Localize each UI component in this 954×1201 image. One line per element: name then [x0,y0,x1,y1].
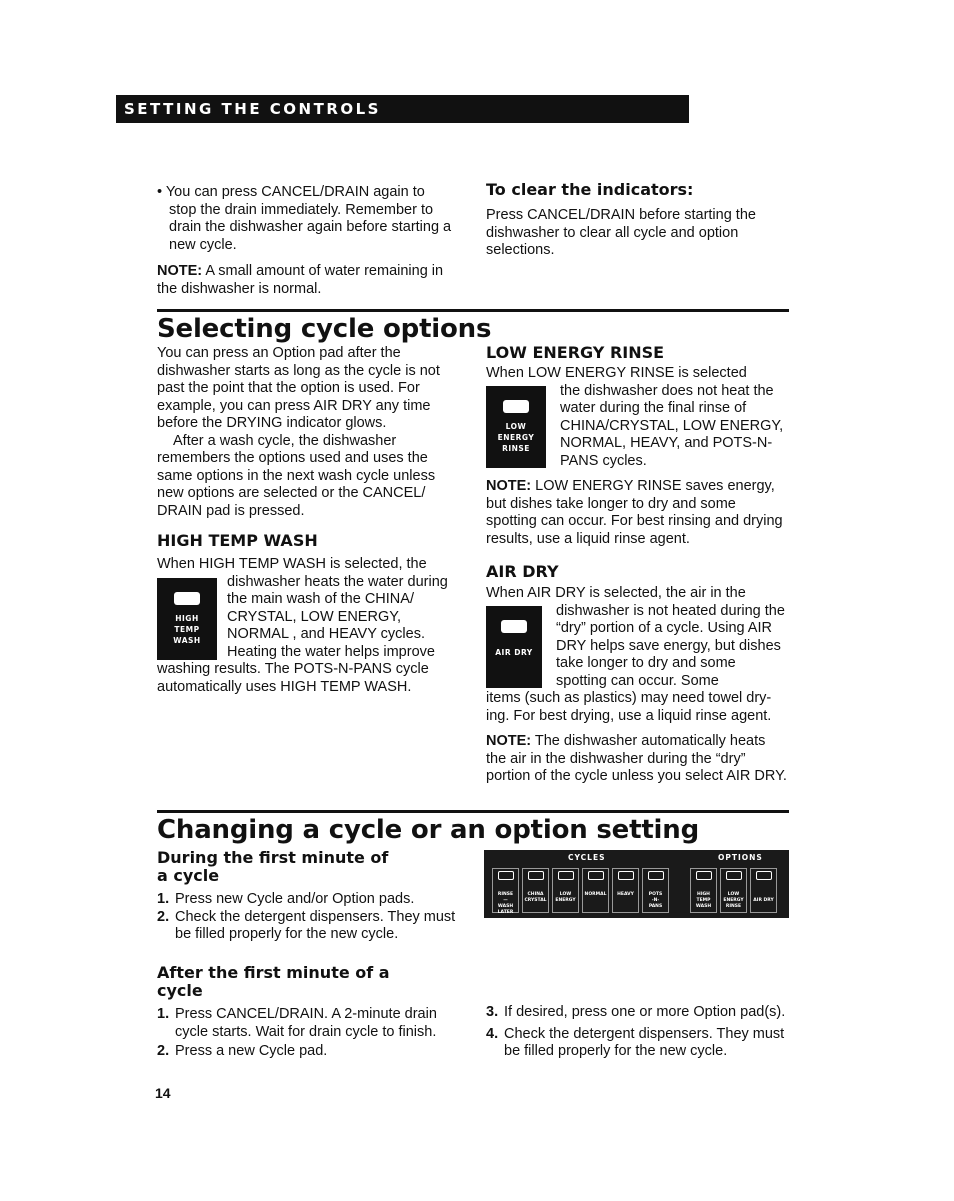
air-dry-note: NOTE: The dishwasher automatically heats the air in the dishwasher during the “dry” portion of the cycle unless you select AIR DRY. [486,733,787,784]
page-number: 14 [155,1085,171,1101]
list-item: 3. If desired, press one or more Option pad(s). [486,1004,786,1020]
pad-label-line: TEMP [174,624,200,634]
intro-bullet: • You can press CANCEL/DRAIN again to stop the drain immediately. Remember to drain the dishwasher again before starting a new cycle. [157,184,452,253]
first-minute-title: During the first minute of a cycle [157,848,389,885]
indicator-light-icon [648,871,664,880]
clear-indicators-block [486,181,786,260]
indicator-light-icon [756,871,772,880]
panel-cycle-button: HEAVY [612,868,639,913]
list-item: 2. Press a new Cycle pad. [157,1043,328,1059]
indicator-light-icon [696,871,712,880]
section-label: SETTING THE CONTROLS [124,100,381,118]
selecting-para1: You can press an Option pad after the dishwasher starts as long as the cycle is not past the point that the option is used. For example, you can press AIR DRY any time before the DRYING indicator glows. [157,345,440,431]
panel-cycle-button: CHINA CRYSTAL [522,868,549,913]
high-temp-line1: When HIGH TEMP WASH is selected, the [157,556,427,572]
cycles-header: CYCLES [568,853,606,862]
indicator-light-icon [503,400,529,413]
high-temp-wash-pad [157,578,217,660]
clear-indicators-text: Press CANCEL/DRAIN before starting the dishwasher to clear all cycle and option selections. [486,207,756,258]
air-dry-line1: When AIR DRY is selected, the air in the [486,585,746,601]
list-item: 1. Press new Cycle and/or Option pads. [157,891,415,907]
first-minute-steps [157,891,457,944]
list-item: 1. Press CANCEL/DRAIN. A 2-minute drain cycle starts. Wait for drain cycle to finish. [157,1006,437,1040]
options-header: OPTIONS [718,853,763,862]
selecting-para2: After a wash cycle, the dishwasher remembers the options used and uses the same options in the next wash cycle unless new options are selected or the CANCEL/ DRAIN pad is pressed. [157,432,436,519]
pad-label-line: RINSE [502,443,530,453]
after-minute-block [157,964,457,1061]
indicator-light-icon [498,871,514,880]
air-dry-wrap-text: dishwasher is not heated during the “dry” portion of a cycle. Using AIR DRY helps save energy, but dishes take longer to dry and some spotting can occur. Some [556,602,785,689]
selecting-title: Selecting cycle options [157,314,492,344]
pad-label-line: HIGH [175,613,199,623]
low-energy-note: NOTE: LOW ENERGY RINSE saves energy, but dishes take longer to dry and some spotting can occur. For best rinsing and drying results, use a liquid rinse agent. [486,478,783,547]
low-energy-line1: When LOW ENERGY RINSE is selected [486,365,747,381]
air-dry-after-text: items (such as plastics) may need towel dry- ing. For best drying, use a liquid rinse agent. [486,690,772,724]
list-item: 2. Check the detergent dispensers. They must be filled properly for the new cycle. [157,908,456,942]
air-dry-block [486,585,788,786]
indicator-light-icon [726,871,742,880]
pad-label-line: LOW [505,421,527,431]
pad-label-line: AIR DRY [495,647,533,657]
after-minute-steps [157,1006,457,1061]
panel-option-button: HIGH TEMP WASH [690,868,717,913]
indicator-light-icon [558,871,574,880]
indicator-light-icon [618,871,634,880]
right-steps [486,1004,788,1061]
indicator-light-icon [174,592,200,605]
list-item: 4. Check the detergent dispensers. They must be filled properly for the new cycle. [486,1025,785,1059]
intro-block [157,184,455,298]
selecting-block [157,345,457,520]
high-temp-wrap-text: dishwasher heats the water during the main wash of the CHINA/ CRYSTAL, LOW ENERGY, NORMAL , and HEAVY cycles. Heating the water helps improve [227,573,448,660]
high-temp-block [157,556,457,696]
low-energy-wrap-text: the dishwasher does not heat the water during the final rinse of CHINA/CRYSTAL, LOW ENERGY, NORMAL, HEAVY, and POTS-N-PANS cycles. [560,382,784,469]
indicator-light-icon [528,871,544,880]
panel-option-button: LOW ENERGY RINSE [720,868,747,913]
air-dry-pad [486,606,542,688]
high-temp-title: HIGH TEMP WASH [157,531,318,550]
after-minute-title: After the first minute of a cycle [157,963,390,1000]
indicator-light-icon [501,620,527,633]
low-energy-block [486,365,788,548]
high-temp-after-text: washing results. The POTS-N-PANS cycle automatically uses HIGH TEMP WASH. [157,661,429,695]
changing-title: Changing a cycle or an option setting [157,815,699,845]
panel-cycle-button: LOW ENERGY [552,868,579,913]
section-rule-top [157,309,789,312]
air-dry-title: AIR DRY [486,562,559,581]
panel-cycle-button: POTS -N- PANS [642,868,669,913]
control-panel-illustration [484,850,789,918]
section-rule-bottom [157,810,789,813]
indicator-light-icon [588,871,604,880]
section-header-bar [116,95,689,123]
panel-option-button: AIR DRY [750,868,777,913]
intro-note: NOTE: A small amount of water remaining in the dishwasher is normal. [157,263,444,297]
pad-label-line: WASH [173,635,201,645]
panel-cycle-button: NORMAL [582,868,609,913]
first-minute-block [157,849,457,944]
pad-label-line: ENERGY [497,432,535,442]
clear-indicators-title: To clear the indicators: [486,180,694,199]
low-energy-title: LOW ENERGY RINSE [486,343,665,362]
low-energy-rinse-pad [486,386,546,468]
panel-cycle-button: RINSE — WASH LATER [492,868,519,913]
